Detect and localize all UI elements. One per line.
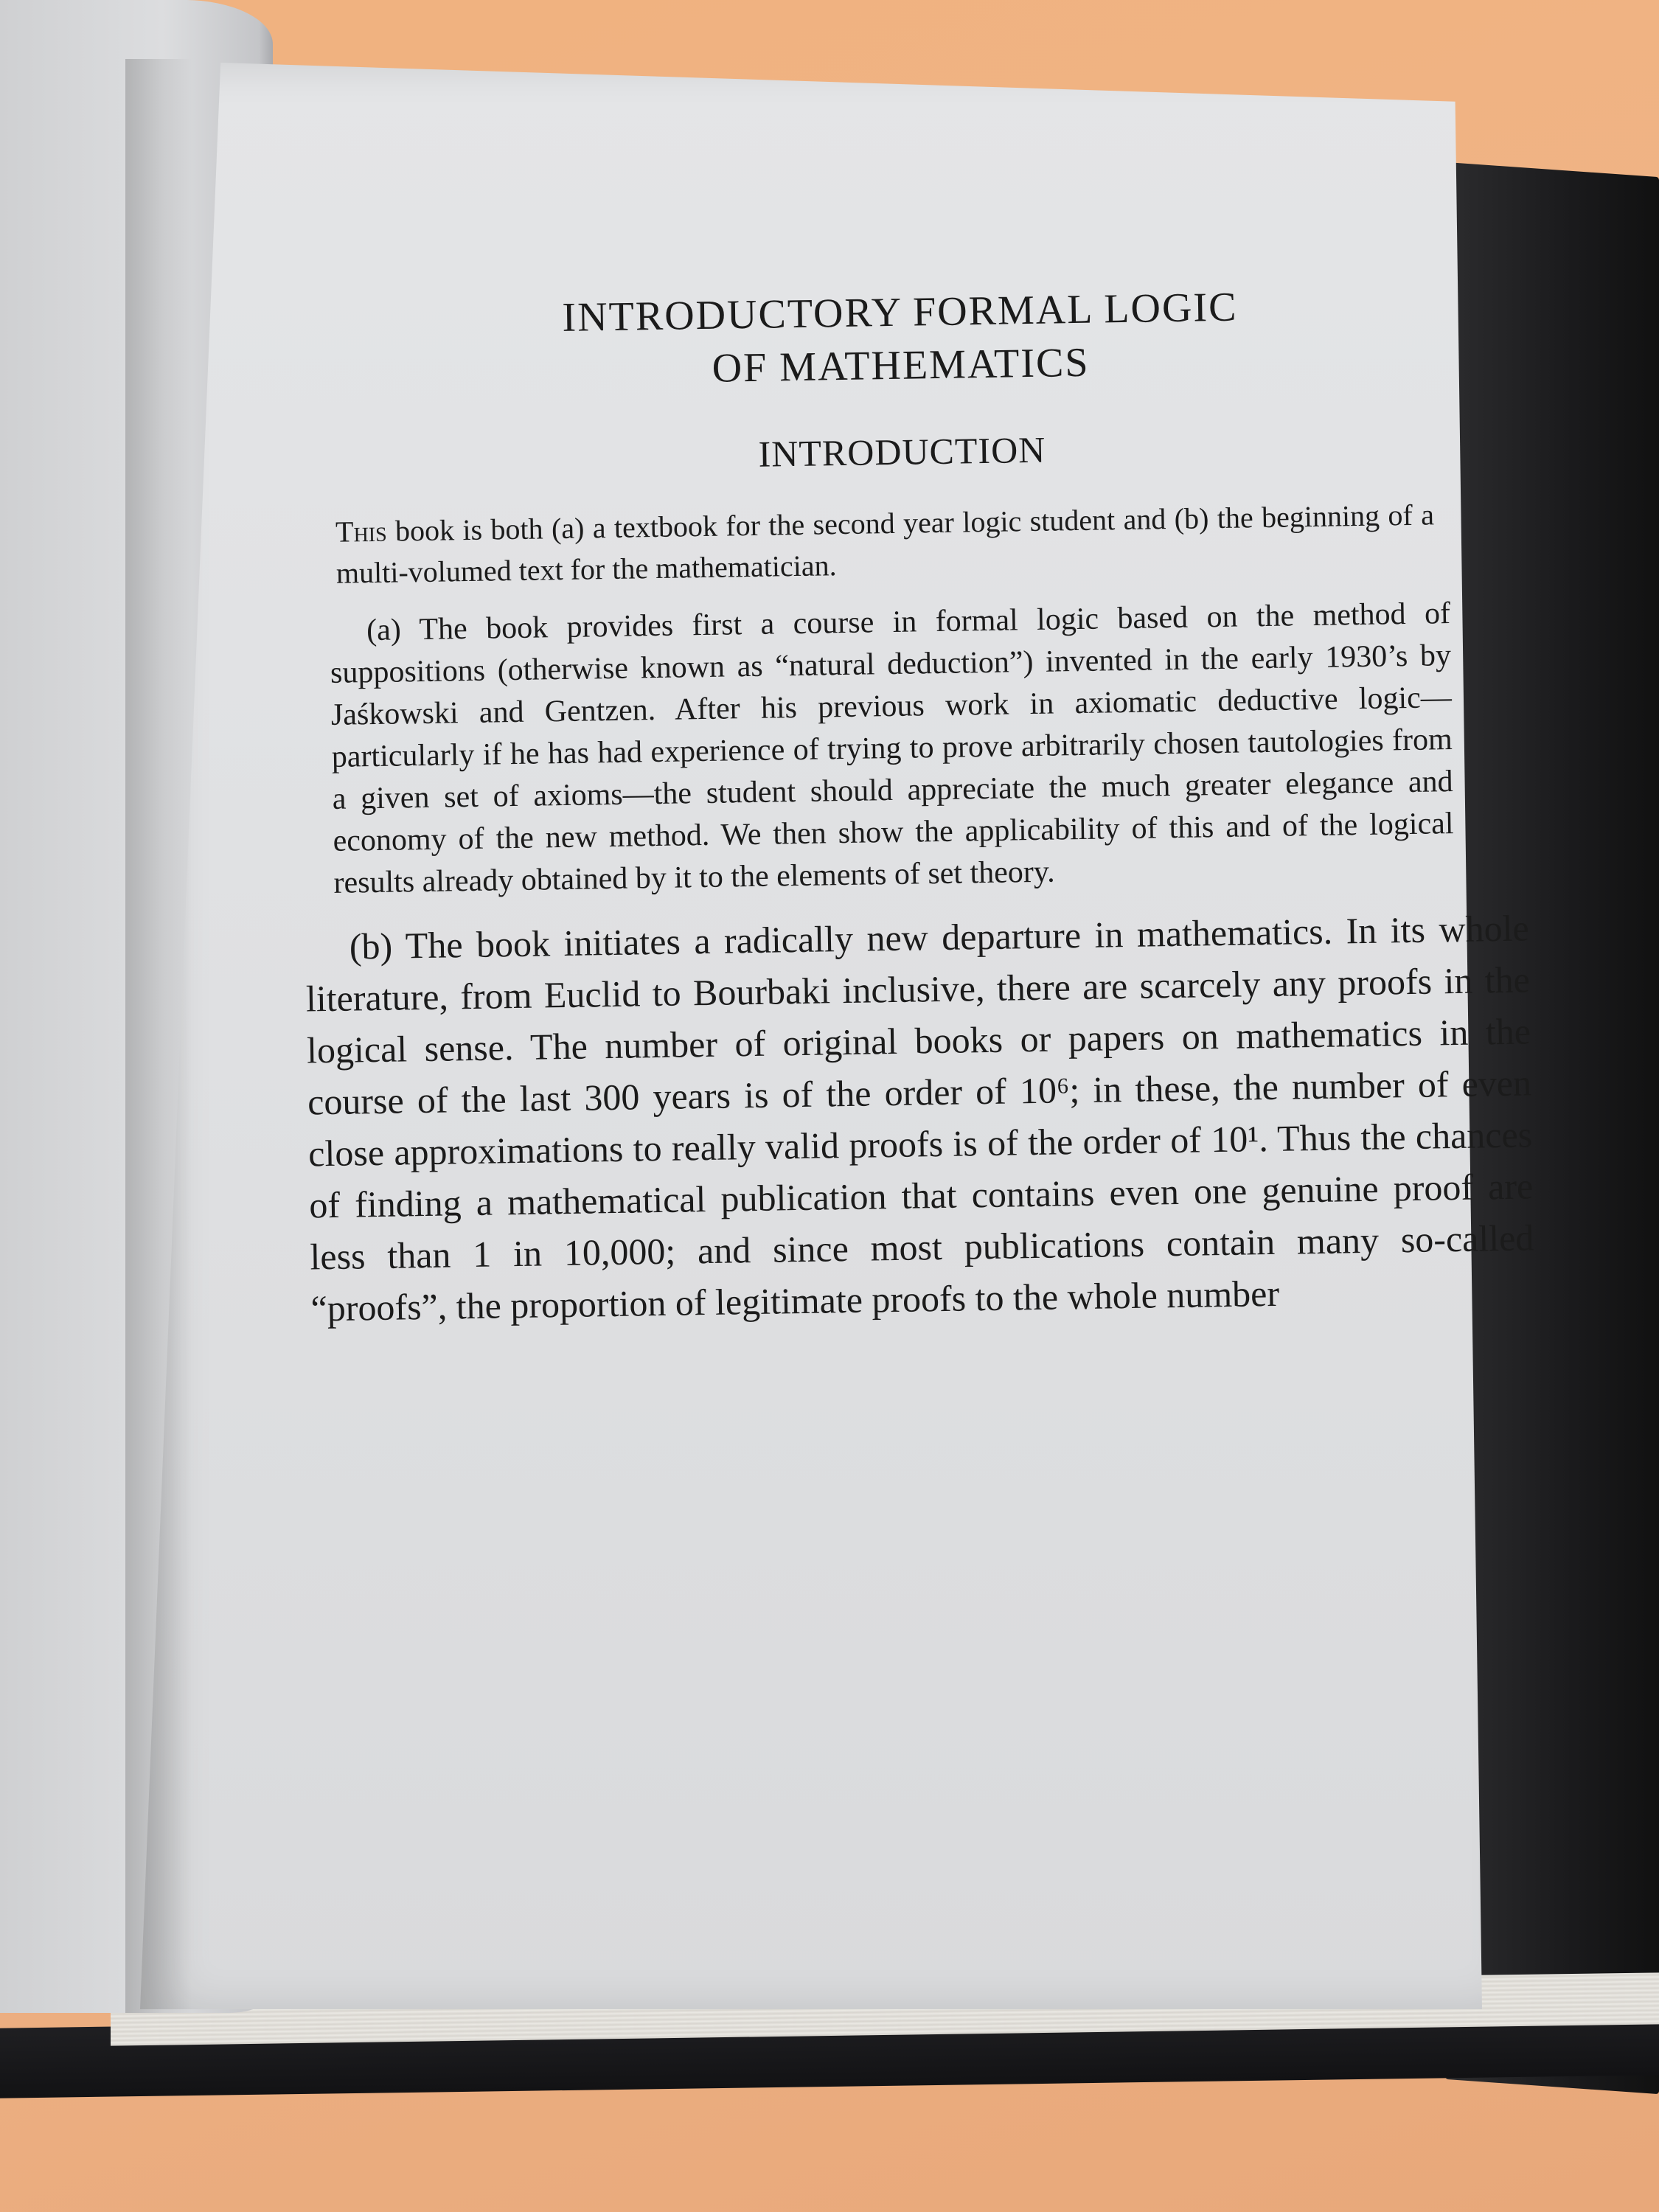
paragraph-1: [328, 493, 1480, 594]
page-text: [305, 276, 1534, 1349]
book-title: [324, 276, 1476, 400]
paragraph-1-lead: This: [335, 514, 387, 549]
title-line-1: INTRODUCTORY FORMAL LOGIC: [562, 284, 1238, 341]
section-heading: INTRODUCTION: [758, 428, 1046, 475]
title-line-2: OF MATHEMATICS: [712, 339, 1090, 392]
paragraph-1-body: book is both (a) a textbook for the second year logic student and (b) the beginning of a multi-volumed text for the mathematician.: [335, 498, 1435, 590]
paragraph-3: (b) The book initiates a radically new departure in mathematics. In its whole literature, from Euclid to Bourbaki inclusive, there are scarcely any proofs in the logical sense. The number of original books or papers on mathematics in the course of the last 300 years is of the order of 10⁶; in these, the number of even close approximations to really valid proofs is of the order of 10¹. Thus the chances of finding a mathematical publication that contains even one genuine proof are less than 1 in 10,000; and since most publications contain many so-called “proofs”, the proportion of legitimate proofs to the whole number: [305, 907, 1534, 1329]
gutter-shadow: [125, 59, 192, 2013]
paragraph-2: (a) The book provides first a course in formal logic based on the method of suppositions (otherwise known as “natural deduction”) invented in the early 1930’s by Jaśkowski and Gentzen. After his previous work in axiomatic deductive logic—particularly if he has had experience of trying to prove arbitrarily chosen tautologies from a given set of axioms—the student should appreciate the much greater elegance and economy of the new method. We then show the applicability of this and of the logical results already obtained by it to the elements of set theory.: [330, 597, 1454, 900]
